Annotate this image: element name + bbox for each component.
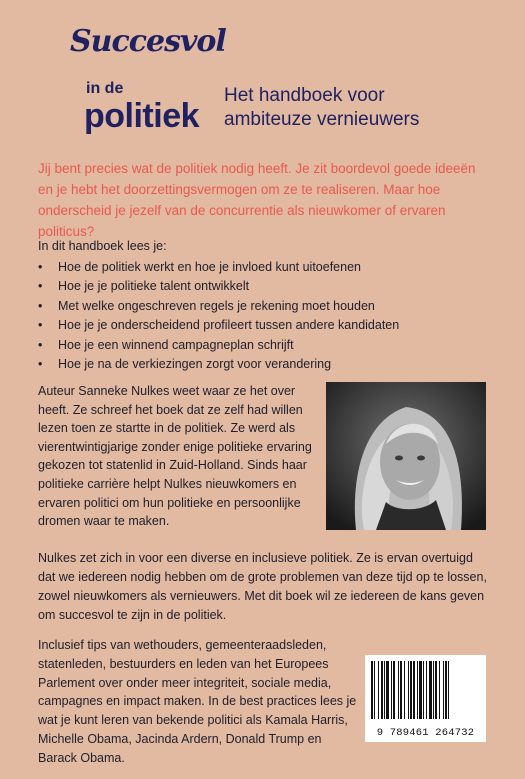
tips-paragraph: Inclusief tips van wethouders, gemeenteraadsleden, statenleden, bestuurders en leden van het Europees Parlement over onder meer integriteit, sociale media, campagnes en impact maken. In de best practices lees je wat je kunt leren van bekende politici als Kamala Harris, Michelle Obama, Jacinda Ardern, Donald Trump en Barack Obama.: [38, 638, 357, 765]
bullet-icon: •: [38, 260, 43, 274]
intro-paragraph: Jij bent precies wat de politiek nodig heeft. Je zit boordevol goede ideeën en je hebt het doorzettingsvermogen om ze te realiseren. Maar hoe onderscheid je jezelf van de concurrentie als nieuwkomer of ervaren politicus?: [38, 161, 476, 239]
bullet-icon: •: [38, 337, 43, 352]
barcode-bar: [381, 661, 383, 719]
barcode-bar: [433, 661, 434, 719]
barcode-bar: [408, 661, 409, 719]
barcode-bar: [371, 661, 373, 719]
barcode-bar: [410, 661, 412, 719]
list-item: • Hoe de politiek werkt en hoe je invloed kunt uitoefenen: [38, 260, 361, 274]
bullet-icon: •: [38, 279, 43, 294]
list-item: • Hoe je een winnend campagneplan schrijft: [38, 337, 294, 352]
list-item: • Hoe je je politieke talent ontwikkelt: [38, 279, 250, 294]
barcode-bar: [429, 661, 432, 719]
barcode-bar: [439, 661, 440, 719]
logo-small-word: in de: [86, 80, 124, 97]
list-item: • Hoe je na de verkiezingen zorgt voor verandering: [38, 356, 332, 371]
barcode-bars: [365, 655, 486, 725]
barcode-bar: [400, 661, 402, 719]
barcode-bar: [384, 661, 385, 719]
isbn-barcode: [365, 655, 486, 742]
barcode-bar: [413, 661, 415, 719]
bullet-icon: •: [38, 318, 43, 333]
author-portrait-illustration: [326, 382, 486, 530]
barcode-bar: [398, 661, 399, 719]
book-subtitle: [224, 84, 419, 132]
contents-heading: In dit handboek lees je:: [38, 239, 167, 253]
barcode-bar: [445, 661, 447, 719]
bullet-icon: •: [38, 356, 43, 371]
barcode-bar: [417, 661, 418, 719]
barcode-bar: [386, 661, 389, 719]
barcode-bar: [426, 661, 427, 719]
isbn-number: 9 789461 264732: [376, 727, 475, 739]
author-photo: [326, 382, 486, 530]
book-logo: [70, 24, 226, 136]
barcode-bar: [419, 661, 422, 719]
logo-script-word: Succesvol: [70, 24, 226, 59]
list-item: • Hoe je je onderscheidend profileert tussen andere kandidaten: [38, 318, 400, 333]
barcode-bar: [374, 661, 375, 719]
barcode-bar: [423, 661, 424, 719]
barcode-bar: [404, 661, 405, 719]
barcode-bar: [378, 661, 379, 719]
subtitle-line-1: Het handboek voor: [224, 85, 385, 106]
subtitle-line-2: ambiteuze vernieuwers: [224, 109, 420, 130]
barcode-bar: [391, 661, 392, 719]
author-paragraph: Auteur Sanneke Nulkes weet waar ze het over heeft. Ze schreef het boek dat ze zelf had willen lezen toen ze startte in de politiek. Ze werd als vierentwintigjarige zonder enige politieke ervaring gekozen tot statenlid in Zuid-Holland. Sinds haar politieke carrière helpt Nulkes nieuwkomers en ervaren politici om hun politieke en persoonlijke dromen waar te maken.: [38, 384, 312, 529]
list-item: • Met welke ongeschreven regels je rekening moet houden: [38, 298, 375, 313]
engagement-paragraph: Nulkes zet zich in voor een diverse en inclusieve politiek. Ze is ervan overtuigd dat we iedereen nodig hebben om de grote problemen van deze tijd op te lossen, zowel nieuwkomers als vernieuwers. Met dit boek wil ze iedereen de kans geven om succesvol te zijn in de politiek.: [38, 551, 487, 622]
contents-list: [38, 258, 399, 374]
logo-big-word: politiek: [84, 97, 200, 135]
barcode-bar: [443, 661, 444, 719]
barcode-bar: [448, 661, 449, 719]
barcode-bar: [435, 661, 437, 719]
barcode-bar: [393, 661, 395, 719]
bullet-icon: •: [38, 298, 43, 313]
